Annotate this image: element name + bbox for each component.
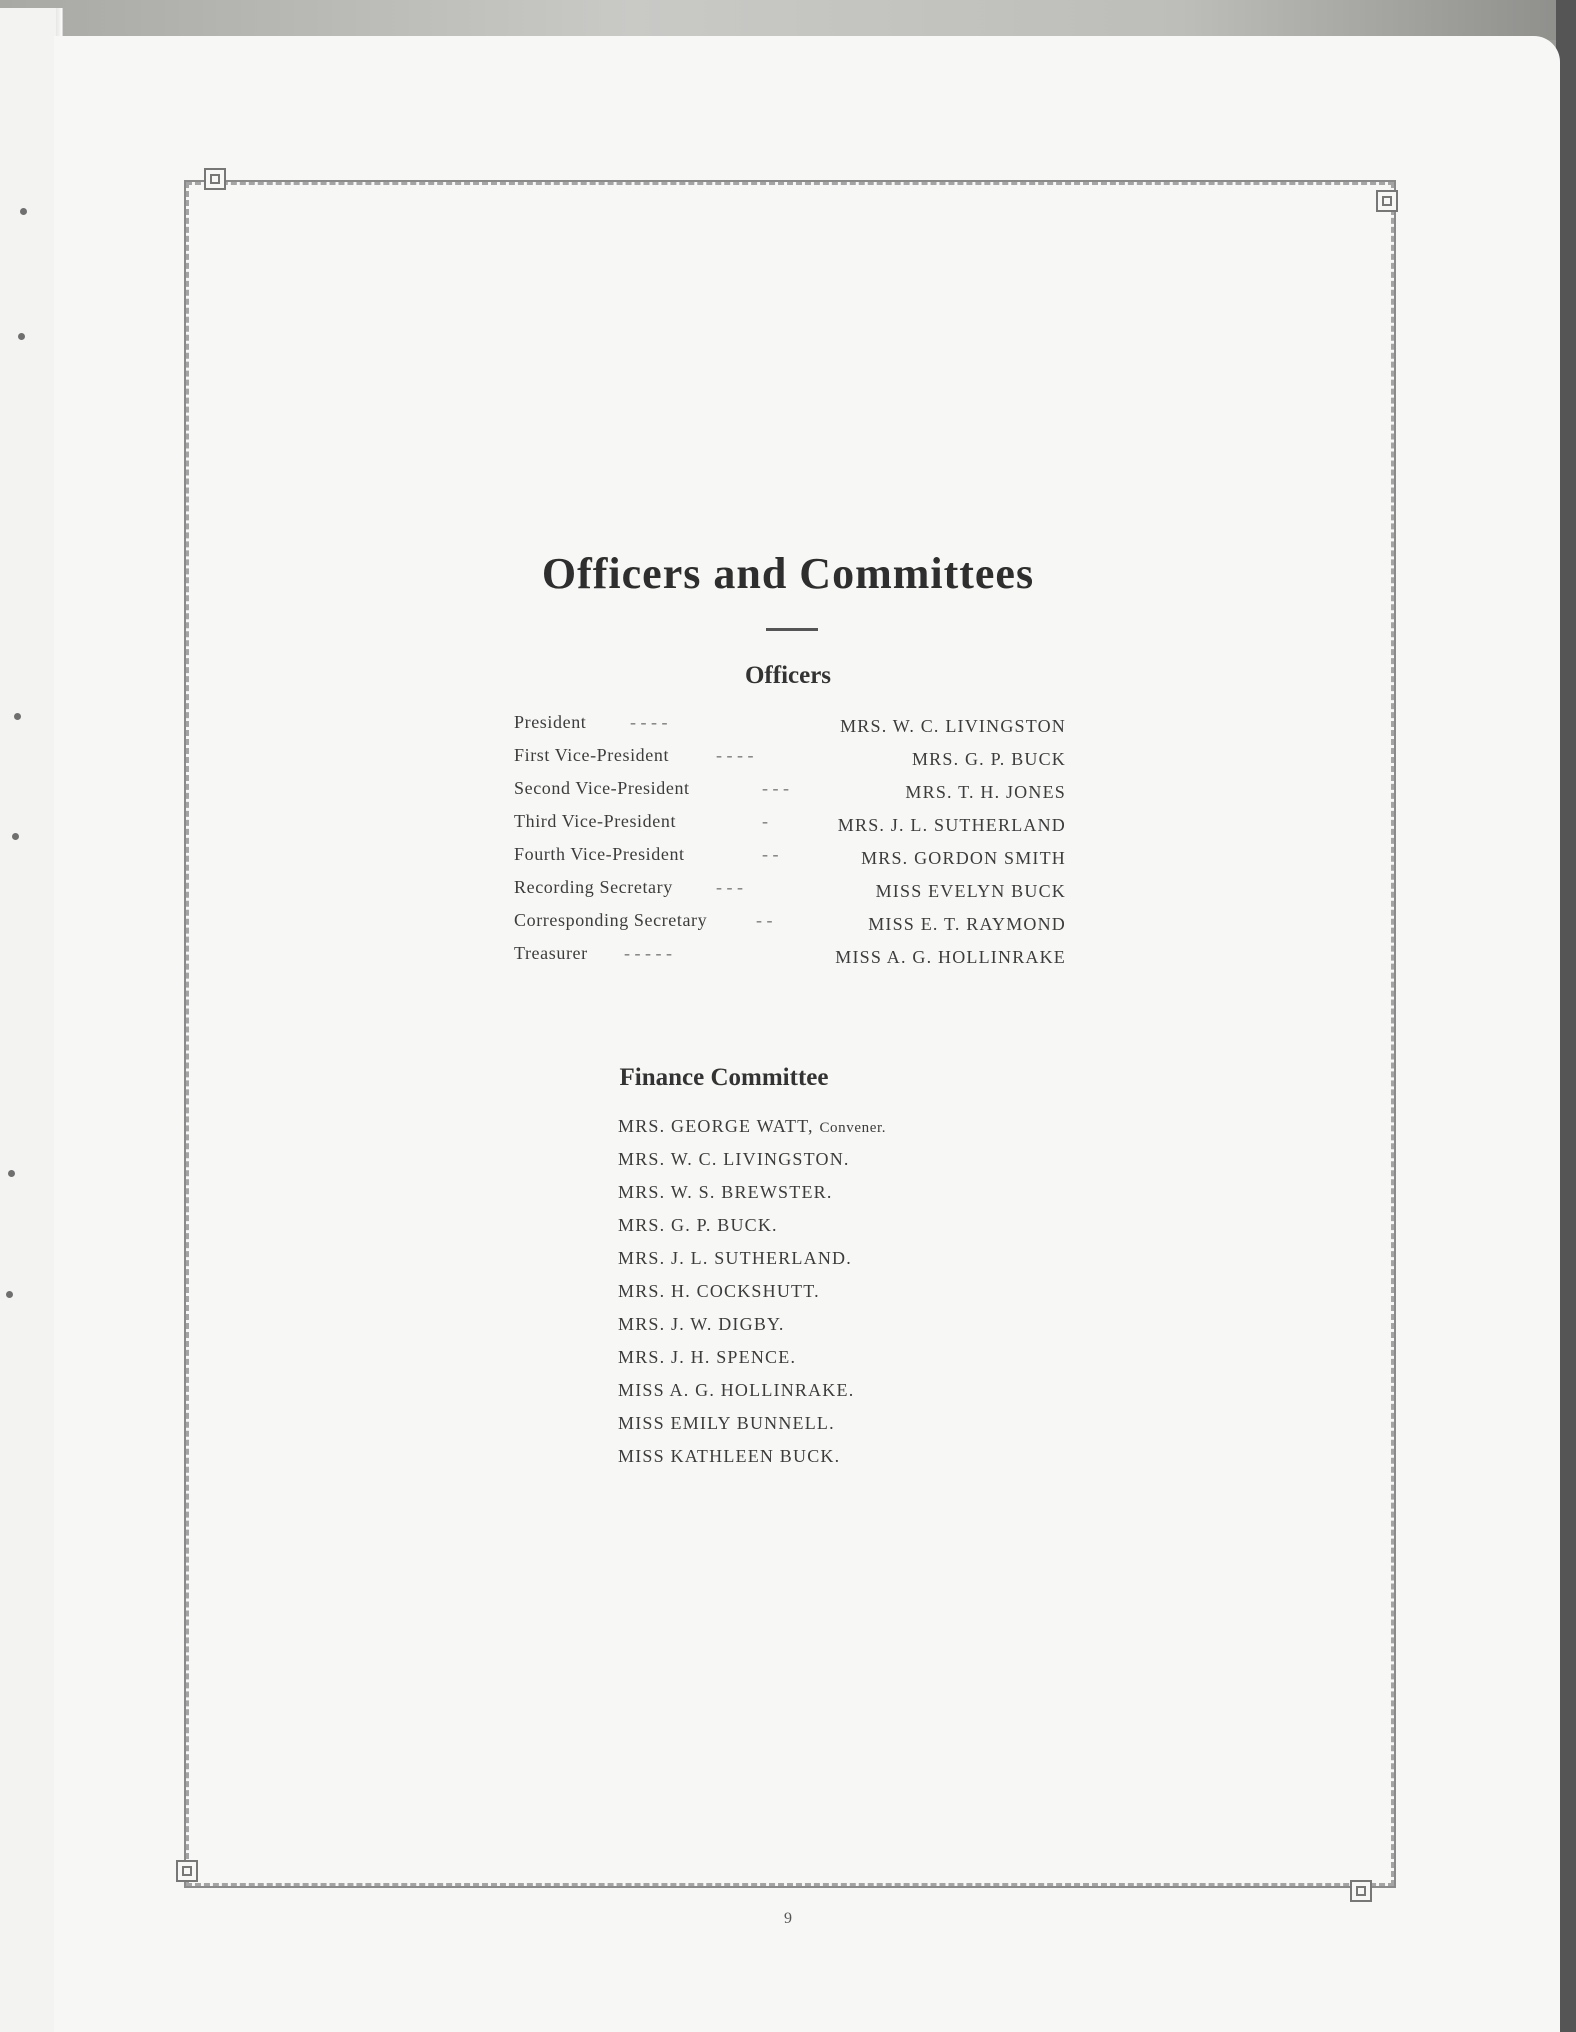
border-corner-ornament [1376, 190, 1398, 212]
dot-leader: - - - - [630, 712, 668, 732]
officer-row [514, 811, 1066, 844]
officer-name: MRS. J. L. SUTHERLAND [837, 815, 1066, 835]
binding-hole [12, 833, 19, 840]
officer-role: Fourth Vice-President [514, 844, 685, 864]
committee-member: MRS. H. COCKSHUTT. [618, 1281, 820, 1301]
dot-leader: - - [756, 910, 773, 930]
scanner-background-top [0, 0, 1576, 40]
dot-leader: - - - - - [624, 943, 672, 963]
committee-member: MRS. J. L. SUTHERLAND. [618, 1248, 852, 1268]
officers-heading: Officers [744, 662, 832, 689]
officer-row [514, 943, 1066, 976]
officer-name: MISS EVELYN BUCK [875, 881, 1066, 901]
border-corner-ornament [204, 168, 226, 190]
officer-role: First Vice-President [514, 745, 670, 765]
officer-role: Second Vice-President [514, 778, 690, 798]
finance-committee-heading: Finance Committee [619, 1064, 829, 1091]
dot-leader: - - [762, 844, 779, 864]
committee-member: MRS. J. H. SPENCE. [618, 1347, 797, 1367]
officer-name: MRS. T. H. JONES [905, 782, 1066, 802]
officer-name: MISS A. G. HOLLINRAKE [835, 947, 1066, 967]
title-rule [766, 628, 818, 631]
binding-hole [14, 713, 21, 720]
committee-member: MRS. J. W. DIGBY. [618, 1314, 785, 1334]
committee-member: MRS. G. P. BUCK. [618, 1215, 778, 1235]
committee-member: MISS EMILY BUNNELL. [618, 1413, 835, 1433]
officer-role: President [514, 712, 587, 732]
finance-committee-list [618, 1116, 886, 1479]
officer-row [514, 844, 1066, 877]
binding-hole [6, 1291, 13, 1298]
officer-name: MRS. G. P. BUCK [911, 749, 1066, 769]
binding-hole [18, 333, 25, 340]
officer-role: Corresponding Secretary [514, 910, 708, 930]
officer-role: Recording Secretary [514, 877, 673, 897]
binding-hole [8, 1170, 15, 1177]
border-corner-ornament [176, 1860, 198, 1882]
dot-leader: - [762, 811, 768, 831]
officer-row [514, 877, 1066, 910]
committee-member: MRS. W. C. LIVINGSTON. [618, 1149, 850, 1169]
dot-leader: - - - [762, 778, 789, 798]
border-corner-ornament [1350, 1880, 1372, 1902]
officer-name: MRS. W. C. LIVINGSTON [840, 716, 1066, 736]
officer-role: Third Vice-President [514, 811, 677, 831]
page-title: Officers and Committees [541, 549, 1035, 598]
dot-leader: - - - [716, 877, 743, 897]
officers-list [514, 712, 1066, 976]
committee-member [618, 1116, 886, 1149]
committee-member: MISS KATHLEEN BUCK. [618, 1446, 841, 1466]
committee-member: MISS A. G. HOLLINRAKE. [618, 1380, 855, 1400]
officer-row [514, 910, 1066, 943]
officer-name: MRS. GORDON SMITH [861, 848, 1066, 868]
page-number: 9 [784, 1910, 792, 1927]
officer-row [514, 712, 1066, 745]
dot-leader: - - - - [716, 745, 754, 765]
officer-row [514, 778, 1066, 811]
member-name: MRS. GEORGE WATT, [618, 1116, 814, 1136]
officer-name: MISS E. T. RAYMOND [868, 914, 1066, 934]
officer-row [514, 745, 1066, 778]
decorative-border [178, 174, 1402, 1894]
officer-role: Treasurer [514, 943, 588, 963]
committee-member: MRS. W. S. BREWSTER. [618, 1182, 833, 1202]
member-role-note: Convener. [819, 1120, 887, 1136]
binding-hole [20, 208, 27, 215]
